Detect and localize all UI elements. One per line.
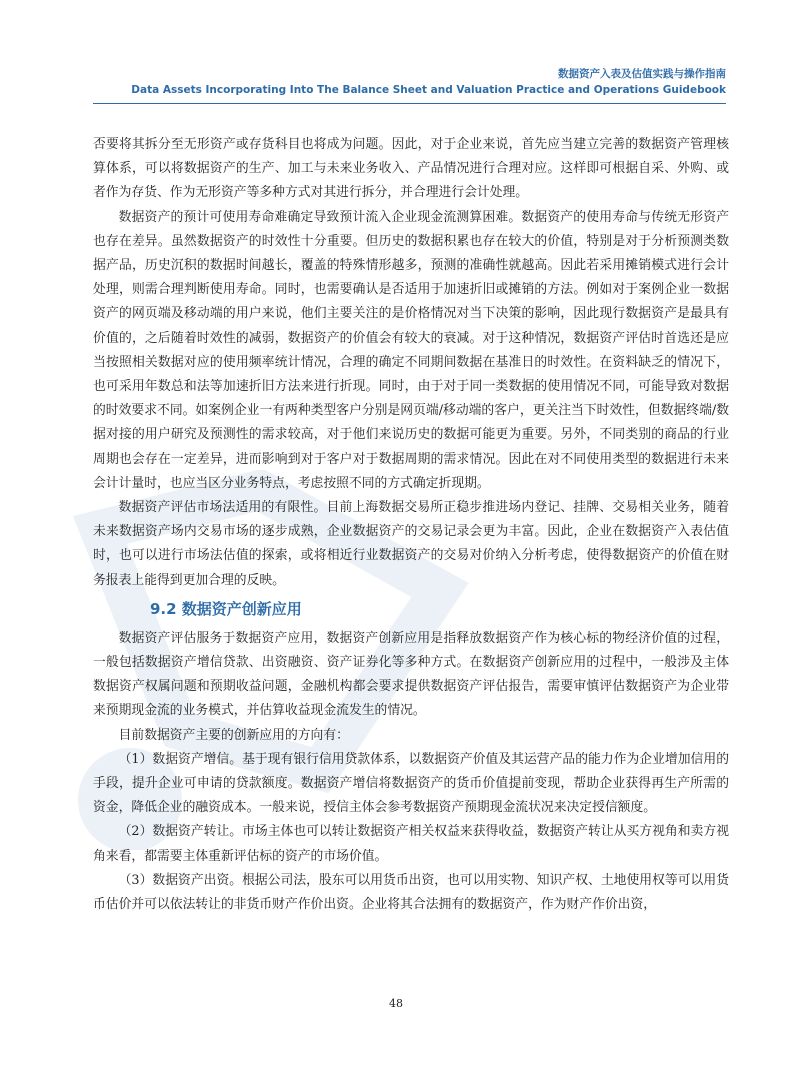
header-title-en: Data Assets Incorporating Into The Balance Sheet and Valuation Practice and Operations Guidebook	[131, 84, 726, 96]
list-item: （2）数据资产转让。市场主体也可以转让数据资产相关权益来获得收益，数据资产转让从买方视角和卖方视角来看，都需要主体重新评估标的资产的市场价值。	[93, 824, 729, 864]
list-item: （1）数据资产增信。基于现有银行信用贷款体系，以数据资产价值及其运营产品的能力作为企业增加信用的手段，提升企业可申请的贷款额度。数据资产增信将数据资产的货币价值提前变现，帮助企业获得再生产所需的资金，降低企业的融资成本。一般来说，授信主体会参考数据资产预期现金流状况来决定授信额度。	[93, 751, 729, 816]
paragraph: 数据资产评估市场法适用的有限性。目前上海数据交易所正稳步推进场内登记、挂牌、交易相关业务，随着未来数据资产场内交易市场的逐步成熟，企业数据资产的交易记录会更为丰富。因此，企业在数据资产入表估值时，也可以进行市场法估值的探索，或将相近行业数据资产的交易对价纳入分析考虑，使得数据资产的价值在财务报表上能得到更加合理的反映。	[93, 500, 729, 588]
paragraph: 数据资产评估服务于数据资产应用，数据资产创新应用是指释放数据资产作为核心标的物经济价值的过程，一般包括数据资产增信贷款、出资融资、资产证券化等多种方式。在数据资产创新应用的过程中，一般涉及主体数据资产权属问题和预期收益问题，金融机构都会要求提供数据资产评估报告，需要审慎评估数据资产为企业带来预期现金流的业务模式，并估算收益现金流发生的情况。	[93, 630, 729, 719]
paragraph-continuation: 否要将其拆分至无形资产或存货科目也将成为问题。因此，对于企业来说，首先应当建立完善的数据资产管理核算体系，可以将数据资产的生产、加工与未来业务收入、产品情况进行合理对应。这样即可根据自采、外购、或者作为存货、作为无形资产等多种方式对其进行拆分，并合理进行会计处理。	[93, 137, 729, 201]
page-number: 48	[389, 997, 403, 1010]
paragraph: 目前数据资产主要的创新应用的方向有：	[118, 727, 349, 743]
body-content	[93, 133, 729, 917]
section-heading: 9.2 数据资产创新应用	[150, 599, 302, 618]
paragraph: 数据资产的预计可使用寿命难确定导致预计流入企业现金流测算困难。数据资产的使用寿命与传统无形资产也存在差异。虽然数据资产的时效性十分重要。但历史的数据积累也存在较大的价值，特别是对于分析预测类数据产品，历史沉积的数据时间越长，覆盖的特殊情形越多，预测的准确性就越高。因此若采用摊销模式进行会计处理，则需合理判断使用寿命。同时，也需要确认是否适用于加速折旧或摊销的方法。例如对于案例企业一数据资产的网页端及移动端的用户来说，他们主要关注的是价格情况对当下决策的影响，因此现行数据资产是最具有价值的，之后随着时效性的减弱，数据资产的价值会有较大的衰减。对于这种情况，数据资产评估时首选还是应当按照相关数据对应的使用频率统计情况，合理的确定不同期间数据在基准日的时效性。在资料缺乏的情况下，也可采用年数总和法等加速折旧方法来进行折现。同时，由于对于同一类数据的使用情况不同，可能导致对数据的时效要求不同。如案例企业一有两种类型客户分别是网页端/移动端的客户，更关注当下时效性，但数据终端/数据对接的用户研究及预测性的需求较高，对于他们来说历史的数据可能更为重要。另外，不同类别的商品的行业周期也会存在一定差异，进而影响到对于客户对于数据周期的需求情况。因此在对不同使用类型的数据进行未来会计计量时，也应当区分业务特点，考虑按照不同的方式确定折现期。	[93, 209, 729, 491]
header-divider	[93, 103, 726, 104]
header-title-cn: 数据资产入表及估值实践与操作指南	[558, 68, 726, 80]
list-item: （3）数据资产出资。根据公司法，股东可以用货币出资，也可以用实物、知识产权、土地使用权等可以用货币估价并可以依法转让的非货币财产作价出资。企业将其合法拥有的数据资产，作为财产作价出资，	[93, 872, 729, 913]
